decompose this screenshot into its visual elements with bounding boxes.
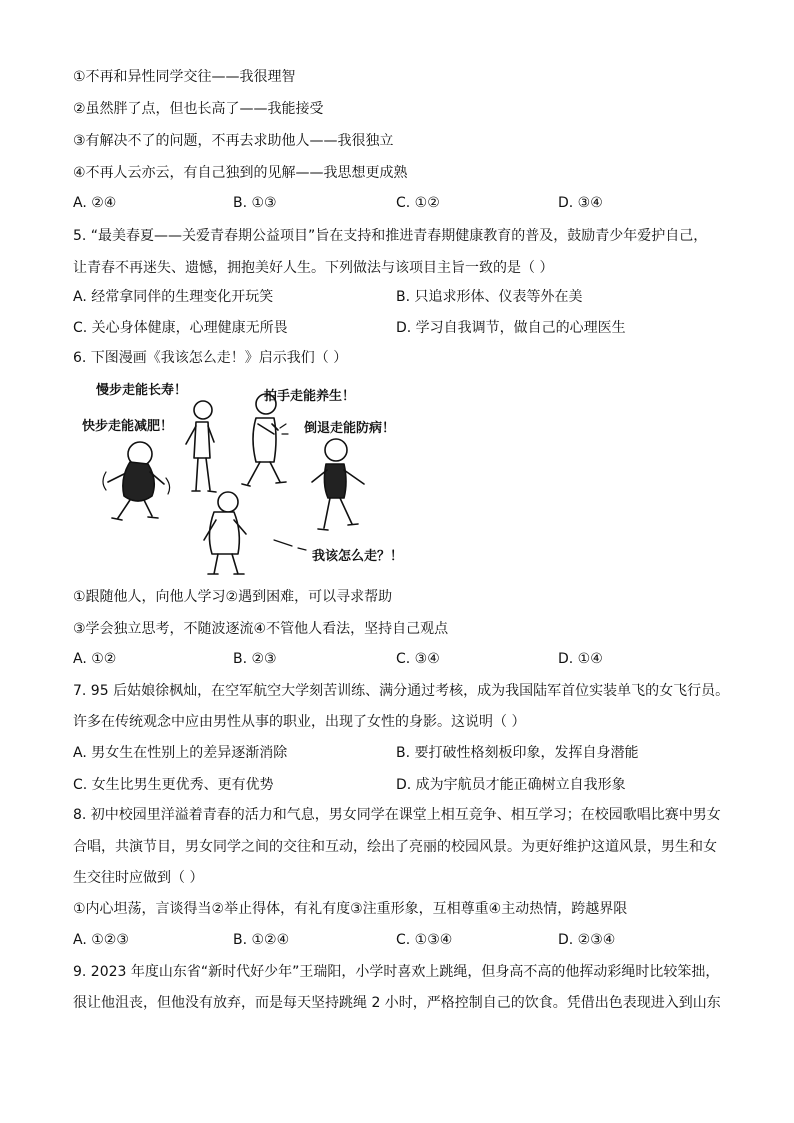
q5-option-a[interactable]: A. 经常拿同伴的生理变化开玩笑 <box>73 289 274 305</box>
q8-option-a[interactable]: A. ①②③ <box>73 932 129 948</box>
speech-fast-walk: 快步走能减肥！ <box>82 419 174 434</box>
q8-stem-line1: 8. 初中校园里洋溢着青春的活力和气息，男女同学在课堂上相互竞争、相互学习；在校园歌唱比赛中男女 <box>73 807 721 823</box>
q6-option-a[interactable]: A. ①② <box>73 651 117 667</box>
q9-stem-line1: 9. 2023 年度山东省“新时代好少年”王瑞阳，小学时喜欢上跳绳，但身高不高的他挥动彩绳时比较笨拙， <box>73 964 720 980</box>
q8-option-c[interactable]: C. ①③④ <box>396 932 453 948</box>
q6-statements-line2: ③学会独立思考，不随波逐流④不管他人看法，坚持自己观点 <box>73 621 449 637</box>
option-c[interactable]: C. ①② <box>396 195 440 211</box>
q7-option-a[interactable]: A. 男女生在性别上的差异逐渐消除 <box>73 745 288 761</box>
q5-stem-line1: 5. “最美春夏——关爱青春期公益项目”旨在支持和推进青春期健康教育的普及，鼓励青少年爱护自己， <box>73 228 708 244</box>
option-a[interactable]: A. ②④ <box>73 195 117 211</box>
q7-option-d[interactable]: D. 成为宇航员才能正确树立自我形象 <box>396 777 626 793</box>
q7-option-b[interactable]: B. 要打破性格刻板印象，发挥自身潜能 <box>396 745 639 761</box>
speech-how-should-i-walk: 我该怎么走？！ <box>312 549 404 564</box>
q8-option-d[interactable]: D. ②③④ <box>558 932 616 948</box>
speech-clap-walk: 拍手走能养生！ <box>264 389 356 404</box>
q9-stem-line2: 很让他沮丧，但他没有放弃，而是每天坚持跳绳 2 小时，严格控制自己的饮食。凭借出色表现进入到山东 <box>73 995 721 1011</box>
statement-2: ②虽然胖了点，但也长高了——我能接受 <box>73 101 324 117</box>
statement-4: ④不再人云亦云，有自己独到的见解——我思想更成熟 <box>73 165 408 181</box>
q6-option-d[interactable]: D. ①④ <box>558 651 603 667</box>
statement-3: ③有解决不了的问题，不再去求助他人——我很独立 <box>73 133 394 149</box>
q8-option-b[interactable]: B. ①②④ <box>233 932 290 948</box>
statement-1: ①不再和异性同学交往——我很理智 <box>73 69 296 85</box>
q8-stem-line2: 合唱，共演节目，男女同学之间的交往和互动，绘出了亮丽的校园风景。为更好维护这道风景，男生和女 <box>73 839 717 855</box>
q8-stem-line3: 生交往时应做到（ ） <box>73 870 204 886</box>
q7-stem-line2: 许多在传统观念中应由男性从事的职业，出现了女性的身影。这说明（ ） <box>73 714 526 730</box>
option-b[interactable]: B. ①③ <box>233 195 277 211</box>
speech-backward-walk: 倒退走能防病！ <box>304 421 396 436</box>
q7-option-c[interactable]: C. 女生比男生更优秀、更有优势 <box>73 777 274 793</box>
q7-stem-line1: 7. 95 后姑娘徐枫灿，在空军航空大学刻苦训练、满分通过考核，成为我国陆军首位实装单飞的女飞行员。 <box>73 683 730 699</box>
q5-option-d[interactable]: D. 学习自我调节，做自己的心理医生 <box>396 320 626 336</box>
q5-option-c[interactable]: C. 关心身体健康，心理健康无所畏 <box>73 320 288 336</box>
cartoon-illustration <box>78 378 418 580</box>
q6-option-b[interactable]: B. ②③ <box>233 651 277 667</box>
speech-slow-walk: 慢步走能长寿！ <box>96 383 188 398</box>
q6-option-c[interactable]: C. ③④ <box>396 651 440 667</box>
q6-stem: 6. 下图漫画《我该怎么走！》启示我们（ ） <box>73 350 348 366</box>
q5-stem-line2: 让青春不再迷失、遗憾，拥抱美好人生。下列做法与该项目主旨一致的是（ ） <box>73 260 554 276</box>
q6-statements-line1: ①跟随他人，向他人学习②遇到困难，可以寻求帮助 <box>73 589 393 605</box>
q8-statements: ①内心坦荡，言谈得当②举止得体，有礼有度③注重形象，互相尊重④主动热情，跨越界限 <box>73 901 628 917</box>
option-d[interactable]: D. ③④ <box>558 195 603 211</box>
q5-option-b[interactable]: B. 只追求形体、仪表等外在美 <box>396 289 583 305</box>
